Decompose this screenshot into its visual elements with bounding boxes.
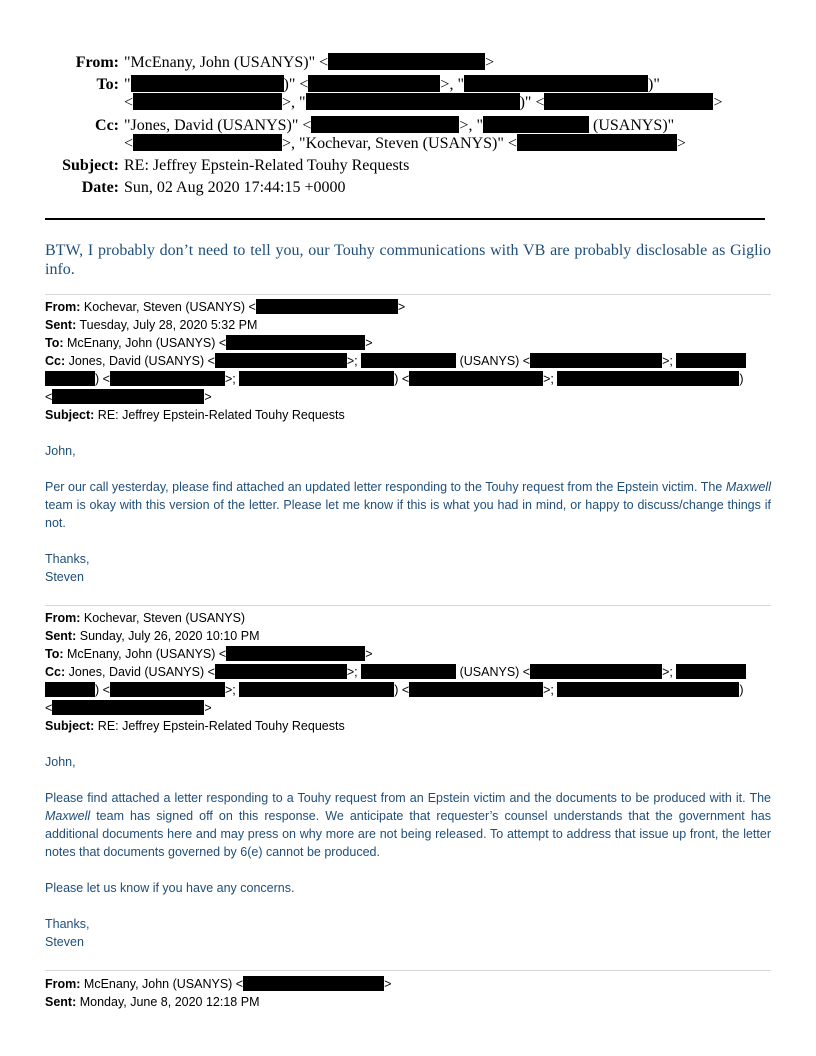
- redaction-box: [131, 75, 284, 92]
- message-body-closing: Please let us know if you have any concerns.: [45, 881, 295, 895]
- redaction-box: [517, 134, 677, 151]
- message-signature: Steven: [45, 570, 84, 584]
- redaction-box: [110, 682, 225, 697]
- message-body: Per our call yesterday, please find attached an updated letter responding to the Touhy request from the Epstein victim. The Maxwell team is okay with this version of the letter. Please let me know if this is what you had in mind, or happy to discuss/change things if not.: [45, 480, 771, 530]
- message-to: To: McEnany, John (USANYS) < >: [45, 647, 373, 661]
- date-label: Date:: [81, 179, 119, 196]
- redaction-box: [308, 75, 440, 92]
- message-signoff: Thanks,: [45, 552, 90, 566]
- from-name: "McEnany, John (USANYS)" <: [124, 54, 329, 71]
- message-signature: Steven: [45, 935, 84, 949]
- message-greeting: John,: [45, 444, 76, 458]
- cc-usanys: (USANYS)": [592, 117, 675, 134]
- redaction-box: [226, 646, 365, 661]
- from-label: From:: [75, 54, 119, 71]
- message-separator: [45, 605, 771, 606]
- header-divider: [45, 218, 765, 220]
- cc-name-kochevar: >, "Kochevar, Steven (USANYS)" <: [282, 135, 517, 152]
- redaction-box: [361, 353, 456, 368]
- message-to: To: McEnany, John (USANYS) < >: [45, 336, 373, 350]
- redaction-box: [215, 353, 347, 368]
- message-separator: [45, 294, 771, 295]
- date-value: Sun, 02 Aug 2020 17:44:15 +0000: [124, 179, 346, 196]
- redaction-box: [483, 116, 589, 133]
- redaction-box: [45, 371, 95, 386]
- redaction-box: [361, 664, 456, 679]
- to-value-line2: < >, " )" < >: [124, 94, 723, 111]
- redaction-box: [557, 371, 739, 386]
- message-cc-cont2: < >: [45, 390, 212, 404]
- message-separator: [45, 970, 771, 971]
- message-cc-cont: ) < >; ) < >; ): [45, 681, 744, 699]
- cc-value-line2: < >, "Kochevar, Steven (USANYS)" < >: [124, 135, 686, 152]
- redaction-box: [530, 353, 662, 368]
- cc-name-jones: "Jones, David (USANYS)" <: [124, 117, 312, 134]
- redaction-box: [464, 75, 648, 92]
- redaction-box: [306, 93, 520, 110]
- message-subject: Subject: RE: Jeffrey Epstein-Related Touhy Requests: [45, 408, 345, 422]
- redaction-box: [45, 682, 95, 697]
- redaction-box: [239, 682, 394, 697]
- cc-label: Cc:: [95, 117, 119, 134]
- subject-label: Subject:: [62, 157, 119, 174]
- redaction-box: [256, 299, 398, 314]
- message-from: From: Kochevar, Steven (USANYS) < >: [45, 300, 406, 314]
- redaction-box: [215, 664, 347, 679]
- redaction-box: [544, 93, 713, 110]
- message-sent: Sent: Monday, June 8, 2020 12:18 PM: [45, 995, 260, 1009]
- redaction-box: [409, 371, 543, 386]
- redaction-box: [243, 976, 384, 991]
- redaction-box: [676, 664, 746, 679]
- message-from: From: McEnany, John (USANYS) < >: [45, 977, 392, 991]
- message-cc: Cc: Jones, David (USANYS) < >; (USANYS) < >;: [45, 663, 746, 681]
- redaction-box: [409, 682, 543, 697]
- redaction-box: [328, 53, 485, 70]
- top-message: BTW, I probably don’t need to tell you, our Touhy communications with VB are probably disclosable as Giglio info.: [45, 242, 771, 278]
- redaction-box: [110, 371, 225, 386]
- redaction-box: [311, 116, 459, 133]
- cc-value-line1: "Jones, David (USANYS)" < >, " (USANYS)": [124, 117, 675, 134]
- message-body: Please find attached a letter responding to a Touhy request from an Epstein victim and the documents to be produced with it. The Maxwell team has signed off on this response. We anticipate that requester’s counsel understands that the government has additional documents here and may press on why more are not being released. To attempt to address that issue up front, the letter notes that documents governed by 6(e) cannot be produced.: [45, 791, 771, 859]
- redaction-box: [133, 134, 282, 151]
- redaction-box: [676, 353, 746, 368]
- message-from: From: Kochevar, Steven (USANYS): [45, 611, 246, 625]
- message-cc: Cc: Jones, David (USANYS) < >; (USANYS) < >;: [45, 352, 746, 370]
- message-subject: Subject: RE: Jeffrey Epstein-Related Touhy Requests: [45, 719, 345, 733]
- message-sent: Sent: Tuesday, July 28, 2020 5:32 PM: [45, 318, 258, 332]
- message-cc-cont: ) < >; ) < >; ): [45, 370, 744, 388]
- message-sent: Sent: Sunday, July 26, 2020 10:10 PM: [45, 629, 260, 643]
- redaction-box: [530, 664, 662, 679]
- message-greeting: John,: [45, 755, 76, 769]
- redaction-box: [239, 371, 394, 386]
- subject-value: RE: Jeffrey Epstein-Related Touhy Requests: [124, 157, 410, 174]
- from-value: "McEnany, John (USANYS)" < >: [124, 54, 495, 71]
- redaction-box: [226, 335, 365, 350]
- redaction-box: [52, 700, 204, 715]
- to-value-line1: " )" < >, " )": [124, 76, 660, 93]
- redaction-box: [133, 93, 282, 110]
- message-signoff: Thanks,: [45, 917, 90, 931]
- redaction-box: [557, 682, 739, 697]
- to-label: To:: [96, 76, 119, 93]
- message-cc-cont2: < >: [45, 701, 212, 715]
- redaction-box: [52, 389, 204, 404]
